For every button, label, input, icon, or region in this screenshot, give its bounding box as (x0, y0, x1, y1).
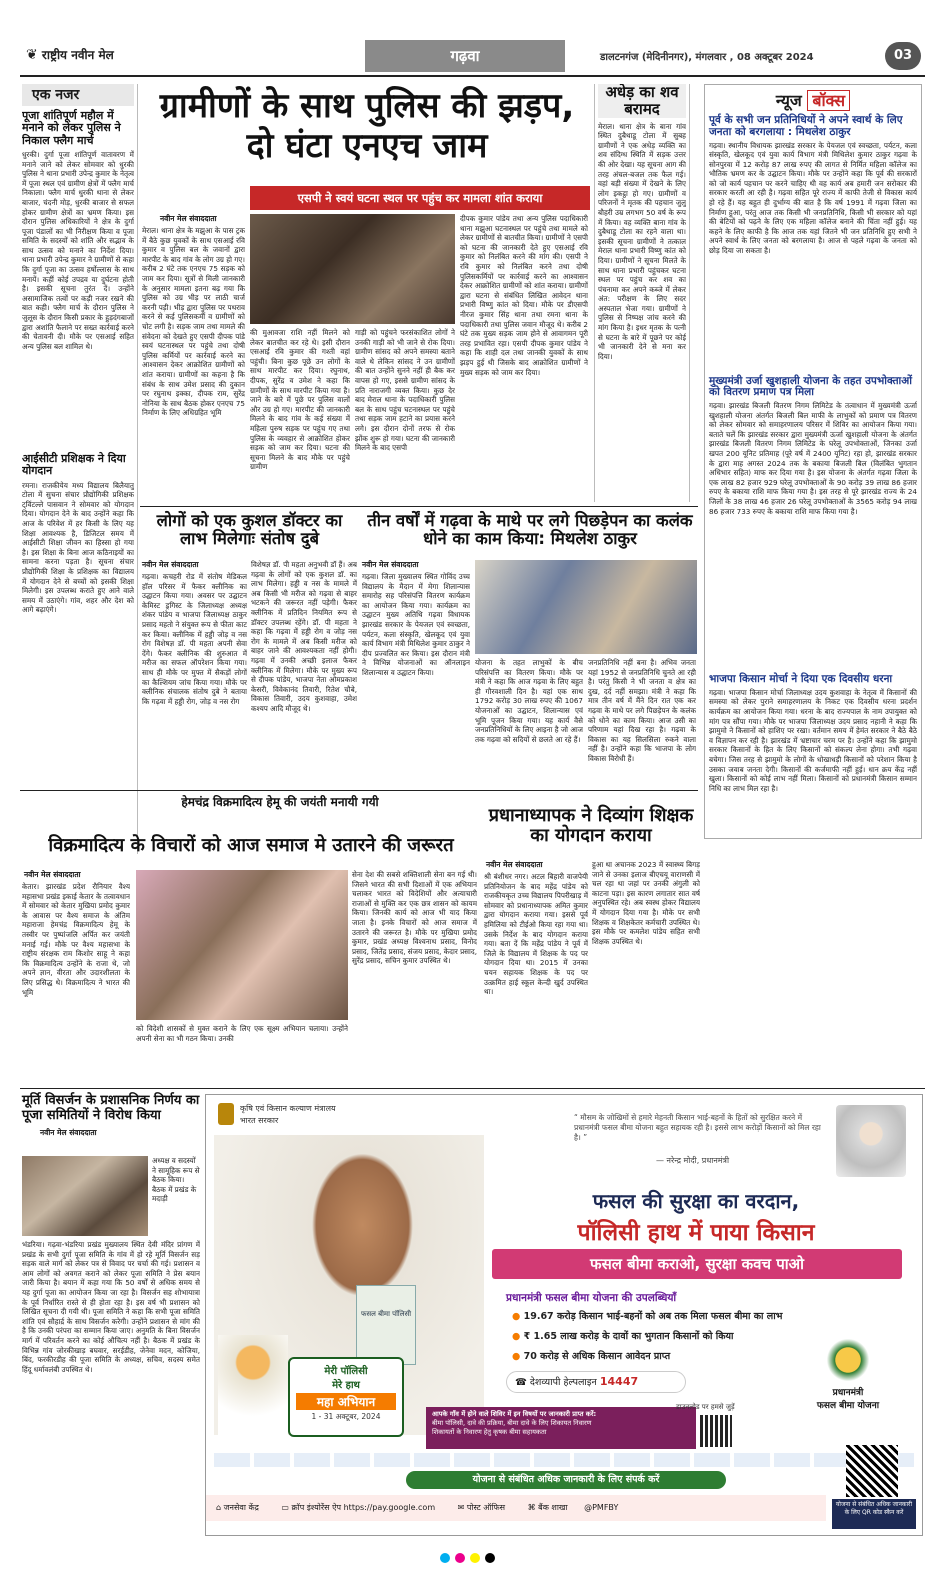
lead-headline: ग्रामीणों के साथ पुलिस की झड़प, दो घंटा एनएच जाम (159, 86, 575, 166)
teacher-headline: प्रधानाध्यापक ने दिव्यांग शिक्षक का योगदान कराया (488, 805, 694, 847)
news-box-h1: पूर्व के सभी जन प्रतिनिधियों ने अपने स्वार्थ के लिए जनता को बरगलाया : मिथलेश ठाकुर (709, 114, 903, 138)
mithlesh-col3: जनप्रतिनिधि नहीं बना है। अभिव जनता यहां 1952 से जनप्रतिनिधि चुनते आ रही है। परंतु किसी ने भी जनता व क्षेत्र का दुख, दर्द नहीं समझा। मंत्री ने कहा कि मात्र तीन वर्ष में मैंने दिन रात एक कर गढ़वा के माथे पर लगे पिछड़ेपन के कलंक को धोने का काम किया। आज उसी का परिणाम यहां दिख रहा है। गढ़वा के विकास का यह सिलसिला रुकने वाला नहीं है। उन्होंने कहा कि भाजपा के लोग विकास विरोधी हैं। (588, 658, 696, 763)
sidebar-story1-title: पूजा शांतिपूर्ण महौल में मनाने को लेकर पुलिस ने निकाल फ्लैग मार्च (22, 109, 121, 147)
cartoon-farmer (218, 1335, 288, 1445)
ad-footer: ⌂ जनसेवा केंद्र ▭ क्रॉप इंश्योरेंस ऐप https://pay.google.com ✉ पोस्ट ऑफिस ⌘ बैंक शाखा @PMFBY (206, 1495, 826, 1521)
brief-body: मेराल। थाना क्षेत्र के बाना गांव स्थित दुबैथाडू टोला में सुबह ग्रामीणों ने एक अधेड़ व्यक्ति का शव संदिग्ध स्थिति में सड़क उत्तर की ओर देखा। यह सूचना आग की तरह अंचल-बजल तक फैल गई। वहां बड़ी संख्या में देखने के लिए लोग इकट्ठा हो गए। ग्रामीणों व परिजनों ने मृतक की पहचान जुलु बौहरी उम्र लगभग 50 वर्ष के रूप में किया। वह व्यक्ति बाना गांव के दुबैथाडू टोला का रहने वाला था। इसकी सूचना ग्रामीणों ने तत्काल मेराल थाना प्रभारी विष्णु कांत को दिया। ग्रामीणों ने सूचना मिलते के साथ थाना प्रभारी पहुंचकर घटना स्थल पर पहुंच कर शव का पंचनामा कर अपने कब्जे में लेकर अंत: परीक्षण के लिए सदर अस्पताल भेजा गया। ग्रामीणों ने पुलिस से निष्पक्ष जांच करने की मांग किया है। इधर मृतक के पत्नी से घटना के बारे में पूछने पर कोई भी जानकारी देने से मना कर दिया। (598, 121, 686, 361)
bank-icon: ⌘ (527, 1503, 536, 1512)
kicker: एक नजर (22, 84, 134, 106)
camp-notes: आपके गाँव में होने वाले शिविर में इन विषयों पर जानकारी प्राप्त करें: बीमा पॉलिसी, दावे की प्रक्रिया, बीमा दावे के लिए शिकायत निवारण शिकायतों के निवारण हेतु कृषक बीमा सहायकता (426, 1407, 696, 1449)
lead-col4: दीपक कुमार पांडेय तथा अन्य पुलिस पदाधिकारी थाना मझुआ घटनास्थल पर पहुंचे तथा मामले को लेकर ग्रामीणों से बातचीत किया। ग्रामीणों ने एसपी को घटना की जानकारी देते हुए एसआई रवि कुमार को निलंबित करने की मांग की। एसपी ने रवि कुमार को निलंबित करने तथा दोषी पुलिसकर्मियों पर कार्रवाई करने का आश्वासन देकर आक्रोशित ग्रामीणों को शांत कराया। ग्रामीणों द्वारा घटना से संबंधित लिखित आवेदन थाना प्रभारी विष्णु कांत को दिया। मौके पर डीएसपी नीरज कुमार सिंह थाना तथा रमना थाना के पदाधिकारी तथा पुलिस जवान मौजूद थे। करीब 2 घंटे तक मुख्य सड़क जाम होने से आवागमन पूरी तरह प्रभावित रहा। एसपी दीपक कुमार पांडेय ने कहा कि शाही दल तथा जानकी युवकों के साथ झड़प हुई थी जिसके बाद आक्रोशित ग्रामीणों ने मुख्य सड़क को जाम कर दिया। (460, 214, 588, 377)
murti-headline: मूर्ति विसर्जन के प्रशासनिक निर्णय का पूजा समितियों ने विरोध किया (22, 1093, 200, 1123)
center-brief (594, 84, 690, 502)
hemu-photo (136, 870, 348, 1020)
section-rule (140, 506, 698, 507)
achievement-item: ● 19.67 करोड़ किसान भाई-बहनों को अब तक मिला फसल बीमा का लाभ (512, 1311, 783, 1322)
govt: भारत सरकार (240, 1116, 279, 1125)
ministry: कृषि एवं किसान कल्याण मंत्रालय (240, 1104, 336, 1113)
murti-side: अध्यक्ष व सदस्यों ने सामूहिक रूप से बैठक किया। बैठक में प्रखंड के मदाड़ी (152, 1156, 200, 1204)
news-box-h2: मुख्यमंत्री उर्जा खुशहाली योजना के तहत उपभोक्ताओं को वितरण प्रमाण पत्र मिला (709, 374, 913, 399)
ad-pmfby (205, 1094, 923, 1536)
lead-col2: की मुआवजा राशि नहीं मिलने को लेकर बातचीत कर रहे थे। इसी दौरान एसआई रवि कुमार की गश्ती वहां पहुंची। बिना कुछ पूछे उन लोगों के साथ मारपीट कर दिया। रघुनाथ, दीपक, सुरेंद्र व उमेश ने कहा कि ग्रामीणों के साथ मारपीट किया गया है। जाने के बारे में पूछे पर पुलिस वालों और उग्र हो गए। मारपीट की जानकारी मिलने के बाद गांव के कई संख्या में महिला पुरुष सड़क पर पहुंच गए तथा पुलिस के व्यवहार से आक्रोशित होकर सड़क को जाम कर दिया। घटना की सूचना मिलने के बाद मौके पर पहुंचे ग्रामीण (250, 328, 350, 472)
wheat-icon (823, 1335, 873, 1385)
mithlesh-col2: योजना के तहत लाभुकों के बीच परिसंपत्ति का वितरण किया। मौके पर मंत्री ने कहा कि आज गढ़वा के लिए बहुत ही गौरवशाली दिन है। यहां एक साथ 1792 करोड़ 30 लाख रुपए की 1067 योजनाओं का उद्घाटन, शिलान्यास एवं भूमि पूजन किया गया। यह कार्य वैसे जनप्रतिनिधियों के लिए आइना है जो आज तक गढ़वा को सदियों से छलते आ रहे हैं। (475, 658, 583, 744)
sidebar-story1-body: धुरकी। दुर्गा पूजा शांतिपूर्ण वातावरण में मनाने जाने को लेकर सोमवार को धुरकी पुलिस ने थाना प्रभारी उपेन्द्र कुमार के नेतृत्व में पूजा स्थल एवं ग्रामीण क्षेत्रों में फ्लैग मार्च निकाला। फ्लैग मार्च धुरकी थाना से लेकर बाजार, चंदनी मोड़, धुरकी बाजार से सफल होकर ग्रामीण क्षेत्रों का भ्रमण किया। इस दौरान पुलिस अधिकारियों ने क्षेत्र के दुर्गा पूजा पंडालों का भी निरीक्षण किया व पूजा समिति के सदस्यों को शांति और सद्भाव के साथ उत्सव को मनाने का निर्देश दिया। थाना प्रभारी उपेन्द्र कुमार ने ग्रामीणों से कहा कि दुर्गा पूजा का उत्सव हर्षोल्लास के साथ मनायें। कहीं कोई उपद्रव या दुर्घटना होती है। इसकी सूचना तुरंत दें। उन्होंने असामाजिक तत्वों पर कड़ी नजर रखने की बात कही। फ्लैग मार्च के दौरान पुलिस ने जुलूस के दौरान किसी प्रकार के हुड़दंगबाजों द्वारा अशांति फैलाने पर सख्त कार्रवाई करने की चेतावनी दी। मौके पर एसआई सहित अन्य पुलिस बल शामिल थे। (22, 149, 134, 351)
section-rule (20, 1088, 925, 1089)
news-box-b2: गढ़वा। झारखंड बिजली वितरण निगम लिमिटेड के तत्वाधान में मुख्यमंत्री ऊर्जा खुशहाली योजना अंतर्गत बिजली बिल माफी के लाभुकों को प्रमाण पत्र वितरण को लेकर सोमवार को समाहरणालय परिसर में शिविर का आयोजन किया गया। बताते चलें कि झारखंड सरकार द्वारा मुख्यमंत्री ऊर्जा खुशहाली योजना के अंतर्गत झारखंड बिजली वितरण निगम लिमिटेड के घरेलू उपभोक्ताओं, जिनका उर्जा खपत 200 यूनिट प्रतिमाह (पूरे वर्ष में 2400 यूनिट) रहा हो, झारखंड सरकार के द्वारा माह अगस्त 2024 तक के बकाया बिजली बिल (विलंबित भुगतान अधिभार सहित) माफ कर दिया गया है। इस योजना के अंतर्गत गढ़वा जिला के एक लाख 82 हजार 929 घरेलू उपभोक्ताओं के 90 करोड़ 39 लाख 86 हजार रुपए के बकाया राशि माफ किया गया है। इस तरह से पूरे झारखंड राज्य के 24 जिलों के 38 लाख 46 हजार 26 घरेलू उपभोक्ताओं के 3565 करोड़ 94 लाख 86 हजार 733 रुपए के बकाया राशि माफ किया गया है। (709, 401, 917, 516)
page-number: 03 (885, 42, 921, 70)
col-divider (137, 84, 138, 854)
sidebar-story2-title: आईसीटी प्रशिक्षक ने दिया योगदान (22, 451, 126, 478)
lead-col3: गाड़ी को पहुंचने फरसंकाशित लोगों ने उनकी गाड़ी को भी जाने से रोक दिया। ग्रामीण सांसद को अपने समस्या बताने वाले थे लेकिन सांसद ने उन ग्रामीणों की बात उन्होंने सुनने नहीं ही बैक कर वापस हो गए, इससे ग्रामीण सांसद के प्रति नाराजगी व्यक्त किया। कुछ देर बाद मेराल थाना के पदाधिकारी पुलिस बल के साथ पहुंच घटनास्थल पर पहुंचे तथा सड़क जाम हटाने का प्रयास करने लगे। इस दौरान दोनों तरफ से रोक झोंक शुरू हो गया। घटना की जानकारी मिलने के बाद एसपी (355, 328, 455, 453)
teacher-col2: हुआ था अचानक 2023 में स्वास्थ्य बिगड़ जाने से उनका इलाज बीएचयू वाराणसी में चल रहा था जहां पर उनकी अंगुली को काटना पड़ा। इस कारण लगातार सात वर्ष अनुपस्थित रहे। अब स्वस्थ होकर विद्यालय में योगदान दिया गया है। मौके पर सभी शिक्षक व शिक्षकेतर कर्मचारी उपस्थित थे। इस मौके पर कमलेश पांडेय सहित सभी शिक्षक उपस्थित थे। (592, 860, 700, 946)
teacher-byline: नवीन मेल संवाददाता (486, 860, 543, 869)
santosh-col2: विशेषज्ञ डॉ. पी महता अनुभवी डॉ हैं। अब गढ़वा के लोगों को एक कुशल डॉ. का लाभ मिलेगा। हड्डी व नस के मामले में अब किसी भी मरीज को गढ़वा से बाहर भटकने की जरूरत नहीं पड़ेगी। फैकर क्लीनिक में प्रतिदिन नियमित रूप से डॉक्टर उपलब्ध रहेंगे। डॉ. पी महता ने कहा कि गढ़वा में हड्डी रोग व जोड़ नस रोग के मामले में अब किसी मरीज को बाहर जाने की आवश्यकता नहीं होगी। गढ़वा में उनकी अच्छी इलाज फैकर क्लीनिक में मिलेगा। मौके पर मुख्य रूप से दीपक पांडेय, भाजपा नेता ओमप्रकाश केसरी, विवेकानंद तिवारी, रितेश चौबे, विकास तिवारी, उदय कुशवाहा, उमेश कश्यप आदि मौजूद थे। (251, 560, 357, 713)
murti-body: भंडरिया। गढ़वा-भंडरिया प्रखंड मुख्यालय स्थित देवी मंदिर प्रांगण में प्रखंड के सभी दुर्गा पूजा समिति के गांव में हो रहे मूर्ति विसर्जन सड़ सड़क वाले मार्ग को लेकर पत्र से विवाद पर चर्चा की गई। प्रशासन व आम लोगों को अवगत कराने को लेकर पूजा समिति ने प्रेस बयान जारी किया है। बयान में कहा गया कि 50 वर्षों से अधिक समय से यह दुर्गा पूजा का आयोजन किया जा रहा है। विसर्जन सह शोभायात्रा के पूर्व निर्धारित रास्ते से ही होता रहा है। इस वर्ष भी प्रशासन को लिखित सूचना दी गयी थी। पूजा समिति ने कहा कि सभी पूजा समिति शांति एवं सौहार्द्र के साथ विसर्जन करेगी। उन्होंने प्रशासन से मांग की है कि उनकी परंपरा का सम्मान किया जाए। अनुमति के बिना विसर्जन मार्ग में परिवर्तन करने का कोई औचित्य नहीं है। बैठक में प्रखंड के विभिन्न गांव जोरकीखाड़ बघवार, सरईडीह, जेनेवा मदन, कोजिया, बिंद, फरकीरडीह की पूजा समिति के अध्यक्ष, सचिव, सदस्य समेत हिंदू धर्मावलंबी उपस्थित थे। (22, 1240, 200, 1374)
phone-app-icon: ▭ (281, 1503, 289, 1512)
mithlesh-col1: गढ़वा। जिला मुख्यालय स्थित गोविंद उच्च विद्यालय के मैदान में मेगा शिलान्यास समारोह सह परिसंपत्ति वितरण कार्यक्रम का आयोजन किया गया। कार्यक्रम का उद्घाटन मुख्य अतिथि गढ़वा विधायक झारखंड सरकार के पेयजल एवं स्वच्छता, पर्यटन, कला संस्कृति, खेलकूद एवं युवा कार्य विभाग मंत्री मिथिलेश कुमार ठाकुर ने दीप प्रज्वलित कर किया। इस दौरान मंत्री ने विभिन्न योजनाओं का ऑनलाइन शिलान्यास व उद्घाटन किया। (362, 572, 470, 677)
ad-title-2: पॉलिसी हाथ में पाया किसान (577, 1220, 815, 1246)
emblem-icon (218, 1103, 234, 1125)
mithlesh-headline: तीन वर्षों में गढ़वा के माथे पर लगे पिछड़ेपन का कलंक धोने का काम किया: मिथलेश ठाकुर (367, 511, 693, 549)
news-box-b1: गढ़वा। स्थानीय विधायक झारखंड सरकार के पेयजल एवं स्वच्छता, पर्यटन, कला संस्कृति, खेलकूद एवं युवा कार्य विभाग मंत्री मिथिलेश कुमार ठाकुर गढ़वा के सोनपुरवा में 12 करोड़ 87 लाख रुपए की लागत से निर्मित महिला कॉलेज का भौतिक भ्रमण कर के उद्घाटन किया। मौके पर उन्होंने कहा कि पूर्व की सरकारों को जो कार्य पहचान पर करने चाहिए थी वह कार्य अब हमारी जन सरोकार की सरकार करती आ रही है। गढ़वा सहित पूरे राज्य में काफी तेजी से विकास कार्य हो रहे हैं। यह बहुत ही दुर्भाग्य की बात है कि वर्ष 1991 में गढ़वा जिला का निर्माण हुआ, परंतु आज तक किसी भी जनप्रतिनिधि, किसी भी सरकार को यहां की बेटियों को पढ़ने के लिए एक महिला कॉलेज बनाने की चिंता नहीं हुई। यह कहने के लिए काफी है कि आज तक यहां जितने भी जन प्रतिनिधि हुए सभी ने अपने स्वार्थ के लिए जनता को बरगलाया है। आज से पहले गढ़वा के जनता को छोड़ दिया जा सकता है। (709, 140, 917, 256)
pm-quote: “ मौसम के जोखिमों से हमारे मेहनती किसान भाई-बहनों के हितों को सुरक्षित करने में प्रधानमंत्री फसल बीमा योजना बहुत सहायक रही है। इससे लाभ करोड़ों किसानों को मिल रहा है। ” (574, 1113, 821, 1142)
hemu-col2: को विदेशी शासकों से मुक्त कराने के लिए एक सूक्ष्म अभियान चलाया। उन्होंने अपनी सेना का भी गठन किया। उनकी (136, 1024, 348, 1043)
bank-logos (214, 1453, 914, 1467)
masthead-rule (20, 75, 925, 77)
ad-title-1: फसल की सुरक्षा का वरदान, (592, 1189, 800, 1213)
logo: ❦ राष्ट्रीय नवीन मेल (26, 47, 114, 63)
masthead (20, 40, 925, 74)
santosh-headline: लोगों को एक कुशल डॉक्टर का लाभ मिलेगाः संतोष दुबे (156, 511, 343, 549)
registration-mark (485, 1553, 495, 1563)
hemu-col1: केतार। झारखंड प्रदेश रौनियार वैश्य महासभा प्रखंड इकाई केतार के तत्वावधान में सोमवार को केतार मुखिया प्रमोद कुमार के आवास पर वैश्य समाज के अंतिम महाराजा हेमचंद्र विक्रमादित्य हेमू के तस्वीर पर पुष्पांजलि अर्पित कर जयंती मनाई गई। मौके पर वैश्य महासभा के राष्ट्रीय संरक्षक राम किशोर साहू ने कहा कि विक्रमादित्य उन्होंने के राजा थे, जो अपने ज्ञान, वीरता और उदारशीलता के लिए प्रसिद्ध थे। विक्रमादित्य ने भारत की भूमि (22, 882, 130, 997)
hemu-byline: नवीन मेल संवाददाता (24, 870, 81, 879)
campaign-badge: मेरी पॉलिसी मेरे हाथ महा अभियान 1 - 31 अक्टूबर, 2024 (288, 1357, 404, 1437)
bird-icon: ❦ (26, 47, 38, 63)
phone-icon: ☎ (515, 1377, 527, 1388)
section-tab: गढ़वा (365, 40, 565, 72)
hemu-headline: विक्रमादित्य के विचारों को आज समाज मे उतारने की जरूरत (48, 835, 454, 856)
post-office-icon: ✉ (457, 1503, 465, 1512)
hemu-kicker: हेमचंद्र विक्रमादित्य हेमू की जयंती मनायी गयी (181, 795, 379, 809)
lead-photo (250, 214, 455, 324)
color-registration-marks (440, 1548, 510, 1558)
mithlesh-byline: नवीन मेल संवाददाता (362, 560, 419, 569)
qr-note: योजना से संबंधित अधिक जानकारी के लिए QR कोड स्कैन करें (832, 1499, 916, 1529)
ad-banner: फसल बीमा कराओ, सुरक्षा कवच पाओ (492, 1249, 902, 1279)
news-box (704, 84, 922, 839)
santosh-col1: गढ़वा। कचहरी रोड में संतोष मेडिकल हॉल परिसर में फैकर क्लीनिक का उद्घाटन किया गया। अवसर पर उद्घाटन केमिस्ट ड्रगिस्ट के जिलाध्यक्ष अध्यक्ष शंकर पांडेय व भाजपा जिलाध्यक्ष ठाकुर प्रसाद महतो ने संयुक्त रूप से फीता काट कर किया। क्लीनिक में हड्डी जोड़ व नस रोग विशेषज्ञ डॉ. पी महता अपनी सेवा देंगे। फैकर क्लीनिक की शुरुआत में मरीज का सफल ऑपरेशन किया गया। साथ ही मौके पर मुफ्त में सैकड़ों लोगों का कैल्शियम जांच किया गया। मौके पर क्लीनिक संचालक संतोष दुबे ने बताया कि गढ़वा में हड्डी रोग, जोड़ व नस रोग (142, 572, 247, 706)
murti-byline: नवीन मेल संवाददाता (40, 1128, 97, 1137)
lead-col1: मेराल। थाना क्षेत्र के मझुआ के पास ट्रक में बैठे कुछ युवकों के साथ एसआई रवि कुमार व पुलिस बल के जवानों द्वारा मारपीट के बाद गांव के लोग उग्र हो गए। करीब 2 घंटे तक एनएच 75 सड़क को जाम कर दिया। सूत्रों से मिली जानकारी के अनुसार मामला इतना बढ़ गया कि पुलिस को उग्र भीड़ पर लाठी चार्ज करनी पड़ी। भीड़ द्वारा पुलिस पर पथराव करने से कई पुलिसकर्मी व ग्रामीणों को चोट लगी है। सड़क जाम तथा मामले की संवेदना को देखते हुए एसपी दीपक पांडे स्वयं घटनास्थल पर पहुंचे तथा दोषी पुलिस कर्मियों पर कार्रवाई करने का आश्वासन देकर आक्रोशित ग्रामीणों को शांत कराया। ग्रामीणों का कहना है कि संबंध के साथ उमेश प्रसाद की दुकान पर रघुनाथ इक्का, दीपक राम, सुरेंद्र नोनिया के साथ बैठक होकर एनएच 75 निर्माण के लिए अधिग्रहित भूमि (142, 226, 245, 418)
contact-bar: योजना से संबंधित अधिक जानकारी के लिए संपर्क करें (406, 1471, 726, 1489)
sidebar-story2-body: रमना। राजकीयेय मध्य विद्यालय बिलैयातु टोला में सुचना संचार प्रौद्योगिकी प्रशिक्षक ट्विंटल्ले पासवान ने सोमवार को योगदान दिया। योगदान देने के बाद उन्होंने कहा कि आज के परिवेश में हर किसी के लिए यह शिक्षा आवश्यक है, डिजिटल समय में आईसीटी शिक्षा जीवन का हिस्सा हो गया है। इस शिक्षा के बिना आज कठिनाइयों का सामना करना पड़ता है। सूचना संचार प्रौद्योगिकी शिक्षा के प्रशिक्षक का विद्यालय में योगदान देने से बच्चों को इसकी शिक्षा मिलेगी। इस उपलब्ध कराते हुए आने वाले समय में उठाएंगे। गांव, शहर और देश को आगे बढ़ाएंगे। (22, 480, 134, 615)
social-handle: @PMFBY (584, 1503, 619, 1512)
scan-label: डाउनलोड पर हमसे जुड़ें (676, 1403, 735, 1411)
policy-book: फसल बीमा पॉलिसी (356, 1285, 416, 1365)
achievements-title: प्रधानमंत्री फसल बीमा योजना की उपलब्धियाँ (506, 1292, 677, 1304)
registration-mark (455, 1553, 465, 1563)
pm-quote-by: — नरेन्द्र मोदी, प्रधानमंत्री (656, 1156, 730, 1165)
dateline: डालटनगंज (मेदिनीनगर), मंगलवार , 08 अक्टूबर 2024 (600, 52, 814, 63)
check-icon: ● (512, 1351, 521, 1362)
qr-code-large (846, 1445, 898, 1497)
achievement-item: ● 70 करोड़ से अधिक किसान आवेदन प्राप्त (512, 1351, 671, 1362)
achievement-item: ● ₹ 1.65 लाख करोड़ के दावों का भुगतान किसानों को किया (512, 1331, 734, 1342)
news-box-label: न्यूज बॉक्स (709, 89, 917, 111)
section-rule (20, 790, 698, 791)
qr-code (700, 1415, 732, 1447)
news-box-h3: भाजपा किसान मोर्चा ने दिया एक दिवसीय धरना (709, 673, 893, 685)
santosh-byline: नवीन मेल संवाददाता (142, 560, 199, 569)
csc-icon: ⌂ (216, 1503, 222, 1512)
registration-mark (470, 1553, 480, 1563)
sidebar-left (22, 84, 134, 654)
pmfby-logo: प्रधानमंत्री फसल बीमा योजना (798, 1335, 898, 1435)
check-icon: ● (512, 1331, 521, 1342)
teacher-col1: श्री बंशीधर नगर। अटल बिहारी वाजपेयी प्रतिनियोजन के बाद महेंद्र पांडेय को राजकीयकृत उच्च विद्यालय पिपरीखाड़ में सोमवार को प्रधानाध्यापक अमित कुमार द्वारा योगदान कराया गया। इससे पूर्व हमिलिया को टीईओ किया रहा गया था। उसके निर्देश के बाद योगदान कराया गया। बता दें कि महेंद्र पांडेय ने पूर्व में जिले के विद्यालय में शिक्षक के पद पर योगदान दिया था। 2015 में उनका चयन सहायक शिक्षक के पद पर उत्क्रमित हाई स्कूल केन्दी खुर्द उपस्थित था। (484, 872, 588, 997)
news-box-b3: गढ़वा। भाजपा किसान मोर्चा जिलाध्यक्ष उदय कुशवाहा के नेतृत्व में किसानों की समस्या को लेकर पुराने समाहरणालय के निकट एक दिवसीय धरना प्रदर्शन कार्यक्रम का आयोजन किया गया। धरना के बाद राज्यपाल के नाम उपायुक्त को मांग पत्र सौंपा गया। मौके पर भाजपा जिलाध्यक्ष उदय प्रसाद नहानी ने कहा कि झामुमो ने किसानों को हाशिए पर रखा। वर्तमान समय में हेमंत सरकार ने बैठे बैठे व विज्ञापन कर रही है। झारखंड में भ्रष्टाचार चरम पर है। उन्होंने कहा कि झामुमो सरकार किसानों के हित के लिए किसानों को संकल्प लेना होगा। तभी गढ़वा बचेगा। जिस तरह से झामुमो के लोगों के धोखाधड़ी किसानों को परेशान किया है उसका जवाब जनता देगी। किसानों की कर्जमाफी नहीं हुई। धान क्रय केंद्र नहीं खुला। किसानों को कोई लाभ नहीं मिला। किसानों को प्रधानमंत्री किसान सम्मान निधि का लाभ मिल रहा है। (709, 687, 917, 793)
lead-strap: एसपी ने स्वयं घटना स्थल पर पहुंच कर मामला शांत कराया (250, 186, 590, 210)
brief-title: अधेड़ का शव बरामद (598, 84, 686, 118)
pm-photo (836, 1105, 906, 1177)
hemu-col3: सेना देश की सबसे शक्तिशाली सेना बन गई थी। जिसने भारत की सभी दिशाओं में एक अभियान चलाकर भारत को विदेशियों और अत्याचारी राजाओं से मुक्ति कर एक छत्र शासन को कायम किया। जिनकी कार्य को आज भी याद किया जाता है। इनके विचारों को आज समाज में उतारने की जरूरत है। मौके पर मुखिया प्रमोद कुमार, प्रखंड अध्यक्ष विश्वनाथ प्रसाद, विनोद प्रसाद, जितेंद्र प्रसाद, संजय प्रसाद, केदार प्रसाद, सुरेंद्र प्रसाद, सचिन कुमार उपस्थित थे। (352, 870, 477, 966)
mithlesh-photo (475, 560, 697, 654)
registration-mark (440, 1553, 450, 1563)
helpline: ☎ देशव्यापी हेल्पलाइन 14447 (506, 1371, 686, 1393)
lead-byline: नवीन मेल संवाददाता (160, 214, 217, 223)
murti-photo (22, 1156, 148, 1236)
check-icon: ● (512, 1311, 521, 1322)
